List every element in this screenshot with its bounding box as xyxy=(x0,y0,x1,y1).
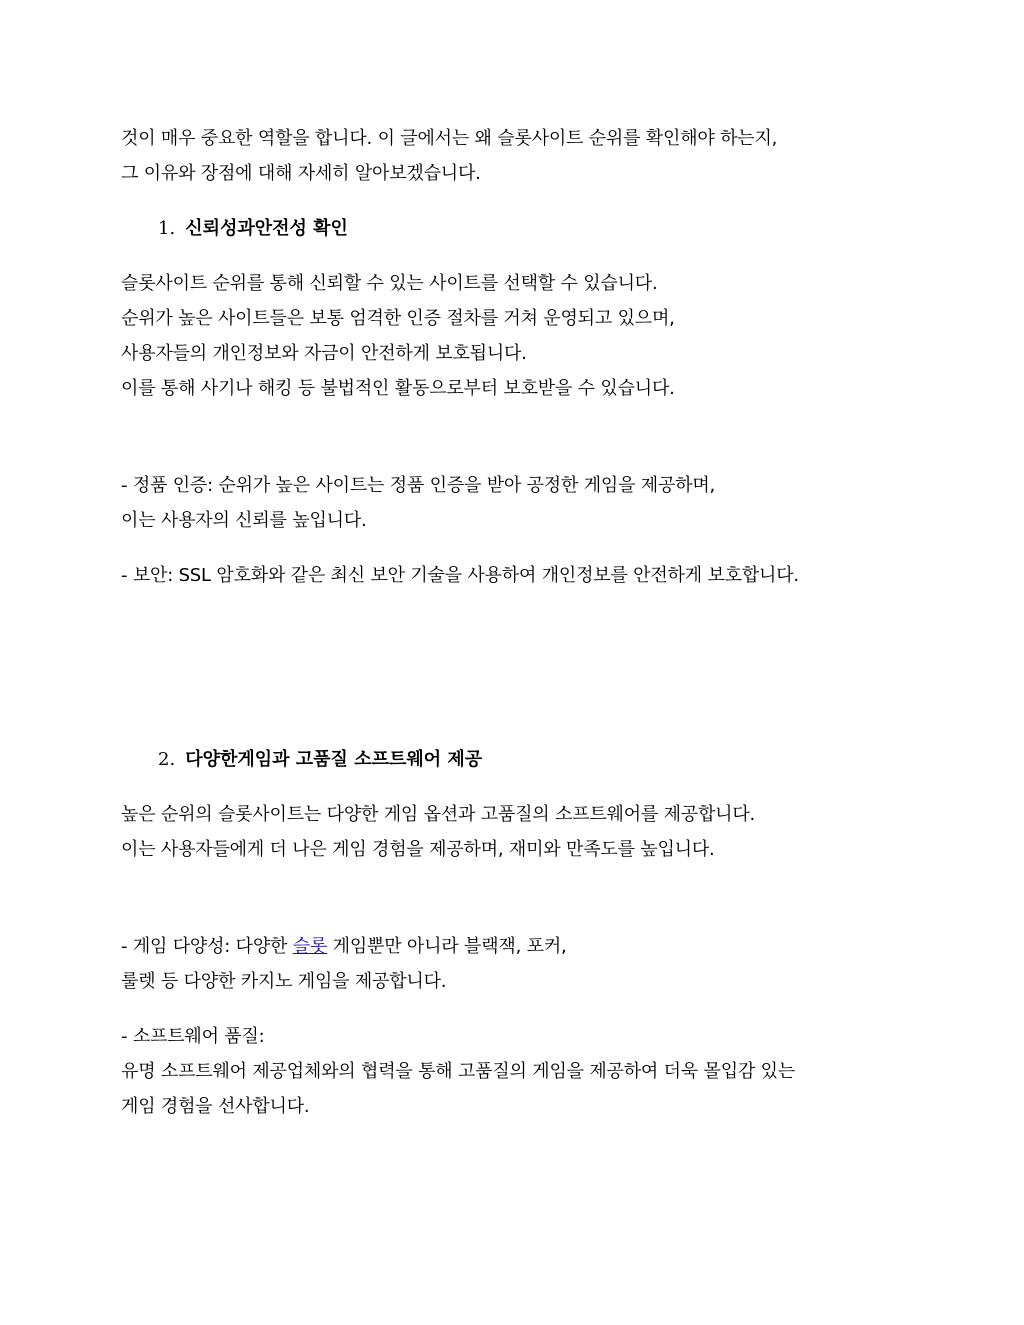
section-2-para-line-2: 이는 사용자들에게 더 나은 게임 경험을 제공하며, 재미와 만족도를 높입니다. xyxy=(121,839,715,860)
section-1-para-line-2: 순위가 높은 사이트들은 보통 엄격한 인증 절차를 거쳐 운영되고 있으며, xyxy=(121,308,675,329)
section-1-title: 신뢰성과안전성 확인 xyxy=(185,218,348,239)
section-2-title: 다양한게임과 고품질 소프트웨어 제공 xyxy=(185,749,483,770)
section-2-heading xyxy=(158,748,482,772)
section-2-bullet-1-line-2: 룰렛 등 다양한 카지노 게임을 제공합니다. xyxy=(121,971,447,992)
section-1-para-line-3: 사용자들의 개인정보와 자금이 안전하게 보호됩니다. xyxy=(121,343,527,364)
section-2-para-line-1: 높은 순위의 슬롯사이트는 다양한 게임 옵션과 고품질의 소프트웨어를 제공합니다. xyxy=(121,804,756,825)
section-2-bullet-1-line-1 xyxy=(121,935,567,959)
section-2-bullet-1-prefix: - 게임 다양성: 다양한 xyxy=(121,936,293,957)
slot-link[interactable]: 슬롯 xyxy=(292,936,328,957)
section-1-bullet-1-line-2: 이는 사용자의 신뢰를 높입니다. xyxy=(121,510,367,531)
intro-line-1: 것이 매우 중요한 역할을 합니다. 이 글에서는 왜 슬롯사이트 순위를 확인해야 하는지, xyxy=(121,128,778,149)
section-1-para-line-4: 이를 통해 사기나 해킹 등 불법적인 활동으로부터 보호받을 수 있습니다. xyxy=(121,378,675,399)
section-1-number: 1. xyxy=(158,218,176,239)
section-2-number: 2. xyxy=(158,749,176,770)
section-2-bullet-2-line-1: - 소프트웨어 품질: xyxy=(121,1026,265,1047)
section-1-bullet-2: - 보안: SSL 암호화와 같은 최신 보안 기술을 사용하여 개인정보를 안전하게 보호합니다. xyxy=(121,565,799,586)
section-2-bullet-2-line-2: 유명 소프트웨어 제공업체와의 협력을 통해 고품질의 게임을 제공하여 더욱 몰입감 있는 xyxy=(121,1061,795,1082)
section-1-heading xyxy=(158,217,348,241)
section-1-para-line-1: 슬롯사이트 순위를 통해 신뢰할 수 있는 사이트를 선택할 수 있습니다. xyxy=(121,273,658,294)
section-2-bullet-2-line-3: 게임 경험을 선사합니다. xyxy=(121,1096,310,1117)
section-2-bullet-1-suffix: 게임뿐만 아니라 블랙잭, 포커, xyxy=(327,936,567,957)
intro-line-2: 그 이유와 장점에 대해 자세히 알아보겠습니다. xyxy=(121,163,481,184)
section-1-bullet-1-line-1: - 정품 인증: 순위가 높은 사이트는 정품 인증을 받아 공정한 게임을 제공하며, xyxy=(121,475,716,496)
